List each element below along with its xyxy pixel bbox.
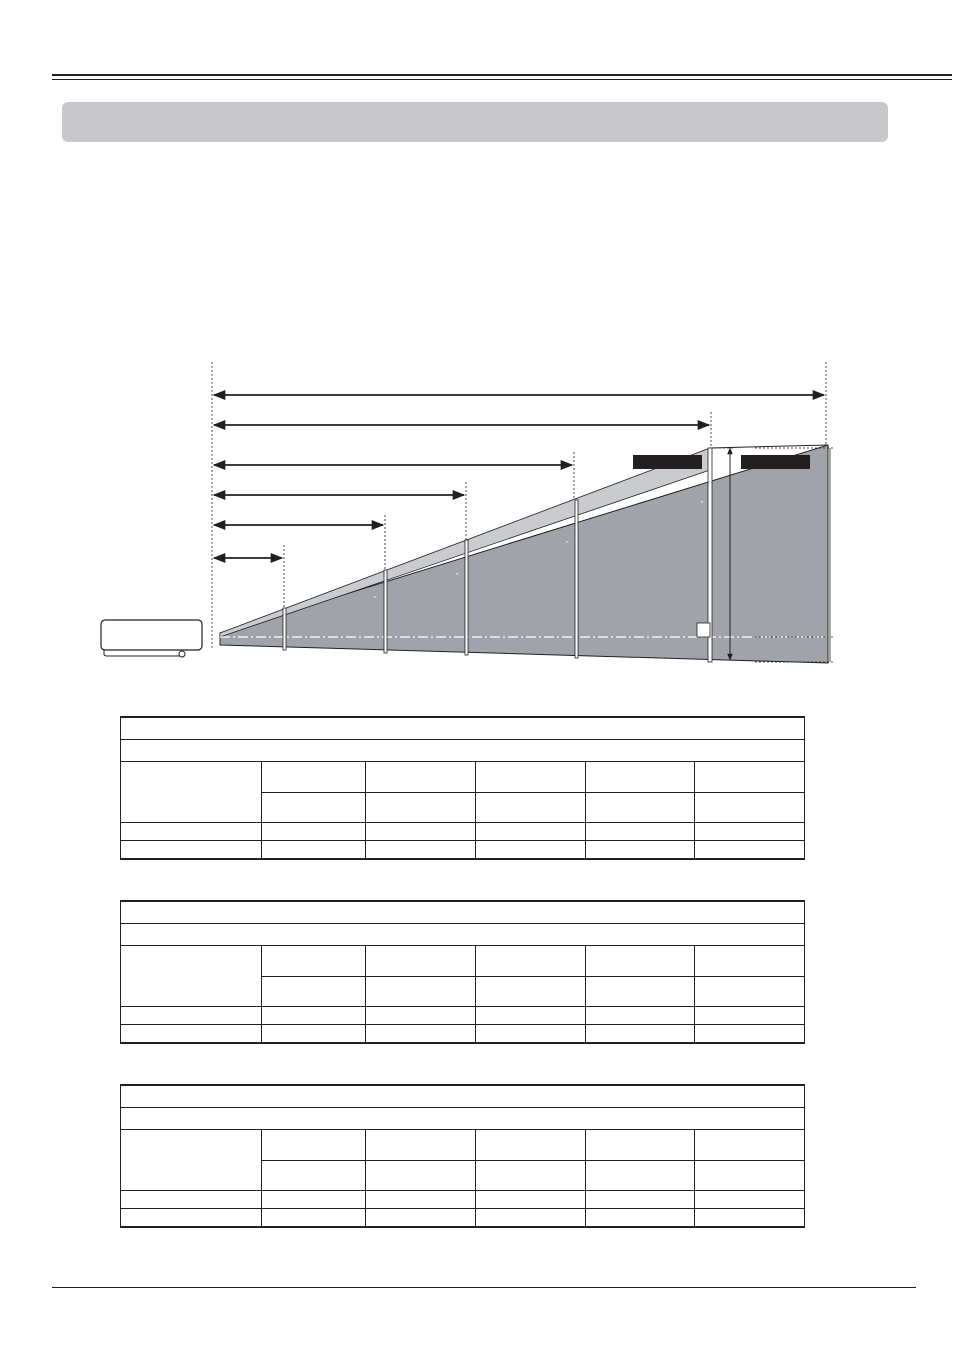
screen-bar [384, 570, 387, 653]
header-cell [262, 976, 366, 1007]
header-cell [366, 976, 476, 1007]
spec-table-1 [120, 716, 805, 860]
header-cell [476, 762, 586, 793]
throw-distance-diagram [0, 350, 953, 680]
header-cell [586, 762, 695, 793]
header-cell [695, 762, 805, 793]
header-cell [366, 946, 476, 977]
header-cell [695, 976, 805, 1007]
header-cell [262, 1130, 366, 1161]
table-row [121, 1191, 805, 1209]
table-row [121, 841, 805, 860]
header-cell [586, 1160, 695, 1191]
header-cell [476, 946, 586, 977]
projection-beam [220, 445, 828, 663]
table-title-cell [121, 901, 805, 924]
header-cell [695, 792, 805, 823]
header-cell [586, 792, 695, 823]
header-cell [366, 762, 476, 793]
table-label-cell [121, 946, 262, 1007]
header-cell [695, 1160, 805, 1191]
table-label-cell [121, 1130, 262, 1191]
screen-mark: " [456, 573, 459, 580]
label-tag-left [633, 455, 702, 469]
screen-mark: " [566, 541, 569, 548]
spec-table-3 [120, 1084, 805, 1228]
table-label-cell [121, 762, 262, 823]
projector-icon [101, 620, 202, 657]
header-cell [366, 792, 476, 823]
screen-bar [465, 540, 468, 655]
header-cell [262, 792, 366, 823]
header-cell [366, 1130, 476, 1161]
header-cell [695, 946, 805, 977]
table-row [121, 823, 805, 841]
header-cell [476, 1160, 586, 1191]
header-cell [366, 1160, 476, 1191]
footer-rule [52, 1287, 916, 1288]
header-cell [262, 1160, 366, 1191]
table-row [121, 1025, 805, 1044]
header-cell [476, 1130, 586, 1161]
header-cell [586, 1130, 695, 1161]
header-cell [695, 1130, 805, 1161]
screen-mark: " [701, 501, 704, 508]
header-cell [262, 946, 366, 977]
right-angle-marker [697, 623, 710, 637]
label-tag-right [741, 455, 810, 469]
header-cell [586, 976, 695, 1007]
screen-bar [575, 500, 578, 658]
header-cell [586, 946, 695, 977]
screen-mark: " [374, 596, 377, 603]
table-title-cell [121, 1085, 805, 1108]
table-subtitle-cell [121, 1108, 805, 1130]
table-subtitle-cell [121, 740, 805, 762]
table-row [121, 1007, 805, 1025]
header-rule-thin [52, 79, 952, 80]
header-cell [476, 976, 586, 1007]
table-row [121, 1209, 805, 1228]
header-rule [52, 74, 952, 76]
section-title-banner [62, 102, 888, 142]
header-cell [262, 762, 366, 793]
table-title-cell [121, 717, 805, 740]
header-cell [476, 792, 586, 823]
screen-bar [283, 608, 286, 650]
spec-table-2 [120, 900, 805, 1044]
table-subtitle-cell [121, 924, 805, 946]
